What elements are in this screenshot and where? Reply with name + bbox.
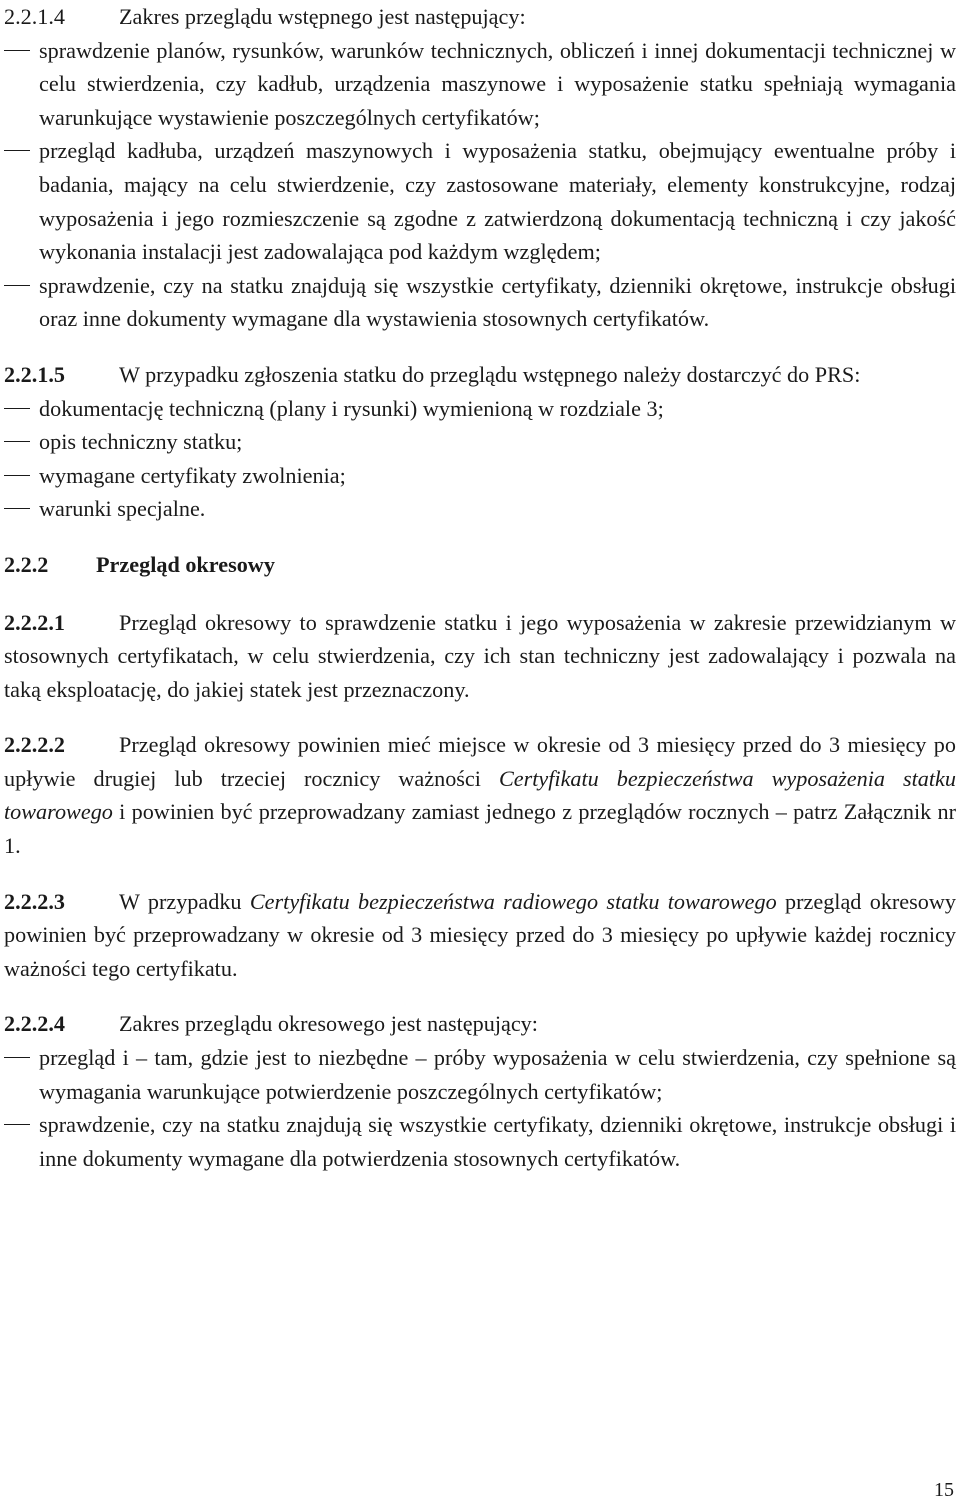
paragraph-text: Zakres przeglądu okresowego jest następujący: [119,1011,538,1037]
dash-bullet-icon [4,1124,30,1125]
paragraph [4,885,956,986]
section-2-2-2-1 [4,606,956,707]
certificate-name: Certyfikatu bezpieczeństwa radiowego statku towarowego [249,888,777,914]
section-number: 2.2.2.1 [4,609,66,635]
paragraph-intro [4,1007,956,1041]
section-2-2-2-4 [4,1007,956,1175]
section-2-2-1-4 [4,0,956,336]
paragraph-text: W przypadku [119,888,250,914]
list-item-text: sprawdzenie planów, rysunków, warunków technicznych, obliczeń i innej dokumentacji technicznej w celu stwierdzenia, czy kadłub, urządzenia maszynowe i wyposażenie statku spełniają wymagania warunkujące wystawienie poszczególnych certyfikatów; [39,37,956,130]
list-item [4,425,956,459]
list-item-text: sprawdzenie, czy na statku znajdują się wszystkie certyfikaty, dzienniki okrętowe, instrukcje obsługi oraz inne dokumenty wymagane dla wystawienia stosownych certyfikatów. [39,272,956,332]
paragraph-intro [4,0,956,34]
dash-bullet-icon [4,475,30,476]
section-heading [4,548,956,582]
paragraph-text: Przegląd okresowy to sprawdzenie statku i jego wyposażenia w zakresie przewidzianym w stosownych certyfikatach, w celu stwierdzenia, czy ich stan techniczny jest zadowalający i pozwala na taką eksploatację, do jakiej statek jest przeznaczony. [4,609,956,702]
list-item [4,34,956,135]
list-item [4,459,956,493]
section-2-2-2-3 [4,885,956,986]
dash-bullet-icon [4,150,30,151]
section-number: 2.2.2.3 [4,888,66,914]
list-item [4,134,956,268]
section-number: 2.2.1.5 [4,361,66,387]
list-item [4,492,956,526]
list-item [4,1108,956,1175]
section-number: 2.2.2.2 [4,732,66,758]
list-item-text: warunki specjalne. [39,496,206,522]
section-2-2-1-5 [4,358,956,526]
page-number: 15 [934,1479,954,1501]
section-number: 2.2.2.4 [4,1011,66,1037]
list-item-text: przegląd kadłuba, urządzeń maszynowych i wyposażenia statku, obejmujący ewentualne próby i badania, mający na celu stwierdzenie, czy zastosowane materiały, elementy konstrukcyjne, rodzaj wyposażenia i jego rozmieszczenie są zgodne z zatwierdzoną dokumentacją techniczną i czy jakość wykonania instalacji jest zadowalająca pod każdym względem; [39,138,956,265]
list-item-text: opis techniczny statku; [39,429,243,455]
list-item-text: dokumentację techniczną (plany i rysunki) wymienioną w rozdziale 3; [39,395,664,421]
document-page [4,0,956,1197]
list-item-text: sprawdzenie, czy na statku znajdują się wszystkie certyfikaty, dzienniki okrętowe, instrukcje obsługi i inne dokumenty wymagane dla potwierdzenia stosownych certyfikatów. [39,1112,956,1171]
dash-bullet-icon [4,508,30,509]
list-item [4,392,956,426]
list-item [4,269,956,336]
list-item-text: przegląd i – tam, gdzie jest to niezbędne – próby wyposażenia w celu stwierdzenia, czy spełnione są wymagania warunkujące potwierdzenie poszczególnych certyfikatów; [39,1045,956,1104]
heading-title: Przegląd okresowy [96,551,275,577]
paragraph-intro [4,358,956,392]
paragraph-text: W przypadku zgłoszenia statku do przeglądu wstępnego należy dostarczyć do PRS: [119,361,861,387]
paragraph-text: przegląd okresowy powinien być przeprowadzany w okresie od 3 miesięcy przed do 3 miesięcy po upływie każdej rocznicy ważności tego certyfikatu. [4,888,956,981]
dash-bullet-icon [4,408,30,409]
paragraph [4,728,956,862]
heading-number: 2.2.2 [4,551,49,577]
dash-bullet-icon [4,50,30,51]
paragraph-text: Przegląd okresowy powinien mieć miejsce w okresie od 3 miesięcy przed do 3 miesięcy po upływie drugiej lub trzeciej rocznicy ważności [4,732,956,791]
section-2-2-2-2 [4,728,956,862]
paragraph [4,606,956,707]
paragraph-text: Zakres przeglądu wstępnego jest następujący: [119,4,526,29]
paragraph-text: i powinien być przeprowadzany zamiast jednego z przeglądów rocznych – patrz Załącznik nr 1. [4,799,956,859]
dash-bullet-icon [4,1057,30,1058]
dash-bullet-icon [4,441,30,442]
list-item-text: wymagane certyfikaty zwolnienia; [39,462,346,488]
list-item [4,1041,956,1108]
dash-bullet-icon [4,285,30,286]
section-number: 2.2.1.4 [4,4,66,29]
certificate-name: Certyfikatu bezpieczeństwa wyposażenia statku towarowego [4,765,956,825]
